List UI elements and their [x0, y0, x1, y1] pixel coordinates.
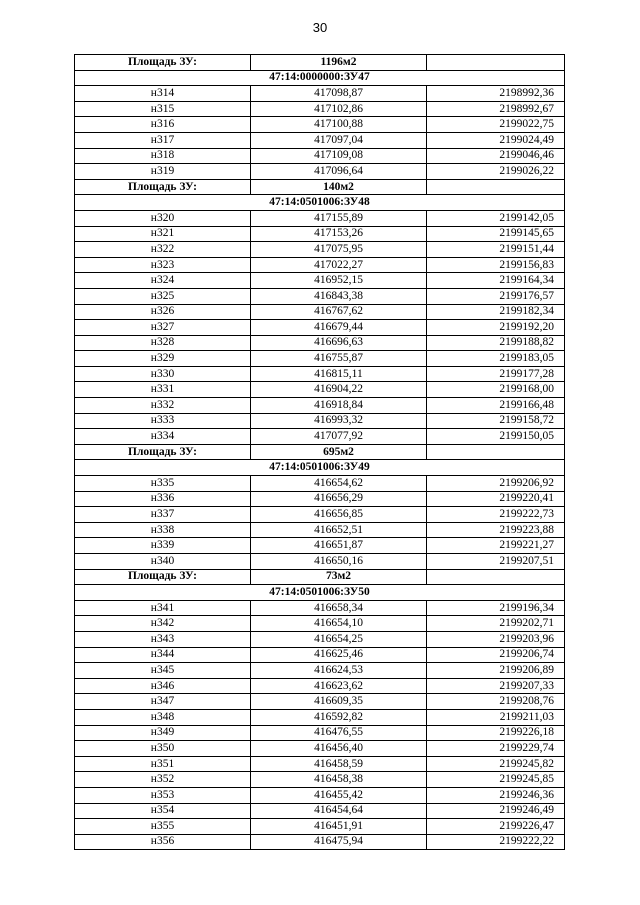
coord-y: 2199192,20: [427, 320, 565, 336]
coord-x: 416458,59: [251, 756, 427, 772]
parcel-number: 47:14:0501006:ЗУ48: [75, 195, 565, 211]
coord-x: 416451,91: [251, 819, 427, 835]
point-id: н318: [75, 148, 251, 164]
coord-x: 417098,87: [251, 86, 427, 102]
coord-y: 2199150,05: [427, 429, 565, 445]
table-row: [75, 507, 565, 523]
coord-x: 416476,55: [251, 725, 427, 741]
coord-y: 2199245,85: [427, 772, 565, 788]
coord-x: 417153,26: [251, 226, 427, 242]
point-id: н356: [75, 834, 251, 850]
table-row: [75, 819, 565, 835]
point-id: н316: [75, 117, 251, 133]
coord-x: 416592,82: [251, 709, 427, 725]
coord-y: 2199229,74: [427, 741, 565, 757]
coord-x: 416658,34: [251, 600, 427, 616]
coord-y: 2199168,00: [427, 382, 565, 398]
point-id: н329: [75, 351, 251, 367]
coord-y: 2199145,65: [427, 226, 565, 242]
coord-x: 417100,88: [251, 117, 427, 133]
coord-x: 416475,94: [251, 834, 427, 850]
coord-y: 2199176,57: [427, 288, 565, 304]
table-row: [75, 741, 565, 757]
table-row: [75, 101, 565, 117]
table-row: [75, 476, 565, 492]
table-row: [75, 616, 565, 632]
coord-y: 2199211,03: [427, 709, 565, 725]
coord-y: 2199156,83: [427, 257, 565, 273]
coord-x: 416651,87: [251, 538, 427, 554]
coord-y: 2199164,34: [427, 273, 565, 289]
table-row: [75, 273, 565, 289]
table-row: [75, 663, 565, 679]
table-row: [75, 803, 565, 819]
parcel-header-row: [75, 195, 565, 211]
point-id: н331: [75, 382, 251, 398]
point-id: н340: [75, 554, 251, 570]
area-label: Площадь ЗУ:: [75, 179, 251, 195]
point-id: н355: [75, 819, 251, 835]
page-number: 30: [312, 20, 328, 35]
table-row: [75, 288, 565, 304]
parcel-header-row: [75, 70, 565, 86]
point-id: н325: [75, 288, 251, 304]
area-row: [75, 179, 565, 195]
point-id: н336: [75, 491, 251, 507]
point-id: н317: [75, 132, 251, 148]
table-row: [75, 554, 565, 570]
coord-y: 2199177,28: [427, 366, 565, 382]
coord-y: 2199207,51: [427, 554, 565, 570]
point-id: н353: [75, 787, 251, 803]
coord-x: 416843,38: [251, 288, 427, 304]
point-id: н335: [75, 476, 251, 492]
table-row: [75, 600, 565, 616]
coord-x: 416952,15: [251, 273, 427, 289]
point-id: н348: [75, 709, 251, 725]
table-row: [75, 86, 565, 102]
point-id: н321: [75, 226, 251, 242]
point-id: н314: [75, 86, 251, 102]
area-value: 1196м2: [251, 55, 427, 71]
parcel-header-row: [75, 585, 565, 601]
coord-y: 2199024,49: [427, 132, 565, 148]
table-row: [75, 257, 565, 273]
coord-x: 416654,25: [251, 631, 427, 647]
table-row: [75, 522, 565, 538]
coord-y: 2199026,22: [427, 164, 565, 180]
coord-x: 417155,89: [251, 210, 427, 226]
table-row: [75, 694, 565, 710]
point-id: н339: [75, 538, 251, 554]
point-id: н330: [75, 366, 251, 382]
coord-x: 417022,27: [251, 257, 427, 273]
table-row: [75, 351, 565, 367]
point-id: н324: [75, 273, 251, 289]
table-row: [75, 148, 565, 164]
area-row: [75, 55, 565, 71]
coord-x: 416650,16: [251, 554, 427, 570]
coord-x: 416696,63: [251, 335, 427, 351]
coord-y: 2199222,22: [427, 834, 565, 850]
point-id: н349: [75, 725, 251, 741]
parcel-number: 47:14:0501006:ЗУ49: [75, 460, 565, 476]
coord-y: 2198992,36: [427, 86, 565, 102]
table-row: [75, 429, 565, 445]
area-label: Площадь ЗУ:: [75, 444, 251, 460]
point-id: н352: [75, 772, 251, 788]
coord-y: 2199220,41: [427, 491, 565, 507]
empty-cell: [427, 179, 565, 195]
parcel-header-row: [75, 460, 565, 476]
point-id: н354: [75, 803, 251, 819]
coord-y: 2199226,18: [427, 725, 565, 741]
table-row: [75, 725, 565, 741]
coord-x: 416656,85: [251, 507, 427, 523]
table-row: [75, 756, 565, 772]
area-label: Площадь ЗУ:: [75, 569, 251, 585]
table-row: [75, 538, 565, 554]
coord-y: 2199183,05: [427, 351, 565, 367]
table-row: [75, 117, 565, 133]
coord-y: 2199046,46: [427, 148, 565, 164]
point-id: н341: [75, 600, 251, 616]
table-row: [75, 226, 565, 242]
point-id: н332: [75, 398, 251, 414]
coord-x: 416458,38: [251, 772, 427, 788]
empty-cell: [427, 444, 565, 460]
point-id: н319: [75, 164, 251, 180]
point-id: н323: [75, 257, 251, 273]
coord-x: 416904,22: [251, 382, 427, 398]
table-row: [75, 398, 565, 414]
table-row: [75, 631, 565, 647]
coord-x: 416623,62: [251, 678, 427, 694]
coordinates-table-body: [75, 55, 565, 850]
coord-y: 2199196,34: [427, 600, 565, 616]
point-id: н351: [75, 756, 251, 772]
coord-y: 2199166,48: [427, 398, 565, 414]
area-row: [75, 569, 565, 585]
coord-y: 2199158,72: [427, 413, 565, 429]
table-row: [75, 242, 565, 258]
coord-y: 2199208,76: [427, 694, 565, 710]
coord-x: 416456,40: [251, 741, 427, 757]
point-id: н326: [75, 304, 251, 320]
coord-y: 2199246,36: [427, 787, 565, 803]
table-row: [75, 366, 565, 382]
coord-y: 2199188,82: [427, 335, 565, 351]
point-id: н328: [75, 335, 251, 351]
coord-y: 2199202,71: [427, 616, 565, 632]
coord-y: 2199221,27: [427, 538, 565, 554]
coord-x: 417109,08: [251, 148, 427, 164]
coord-y: 2199203,96: [427, 631, 565, 647]
coord-y: 2199182,34: [427, 304, 565, 320]
coord-x: 417102,86: [251, 101, 427, 117]
coord-y: 2199151,44: [427, 242, 565, 258]
coord-y: 2199222,73: [427, 507, 565, 523]
table-row: [75, 413, 565, 429]
point-id: н347: [75, 694, 251, 710]
parcel-number: 47:14:0501006:ЗУ50: [75, 585, 565, 601]
table-row: [75, 834, 565, 850]
parcel-number: 47:14:0000000:ЗУ47: [75, 70, 565, 86]
table-row: [75, 210, 565, 226]
table-row: [75, 772, 565, 788]
coord-y: 2199142,05: [427, 210, 565, 226]
empty-cell: [427, 569, 565, 585]
coord-x: 416624,53: [251, 663, 427, 679]
point-id: н315: [75, 101, 251, 117]
coord-x: 416654,62: [251, 476, 427, 492]
coord-y: 2199223,88: [427, 522, 565, 538]
point-id: н350: [75, 741, 251, 757]
coord-x: 417075,95: [251, 242, 427, 258]
coord-y: 2199206,89: [427, 663, 565, 679]
area-row: [75, 444, 565, 460]
coordinates-table: [74, 54, 565, 850]
coord-x: 416993,32: [251, 413, 427, 429]
table-row: [75, 787, 565, 803]
table-row: [75, 164, 565, 180]
table-row: [75, 647, 565, 663]
coord-x: 416609,35: [251, 694, 427, 710]
coord-x: 416767,62: [251, 304, 427, 320]
coord-x: 416454,64: [251, 803, 427, 819]
point-id: н342: [75, 616, 251, 632]
point-id: н320: [75, 210, 251, 226]
coord-y: 2199022,75: [427, 117, 565, 133]
area-value: 695м2: [251, 444, 427, 460]
table-row: [75, 491, 565, 507]
coord-y: 2199206,92: [427, 476, 565, 492]
table-row: [75, 678, 565, 694]
point-id: н327: [75, 320, 251, 336]
coord-x: 417097,04: [251, 132, 427, 148]
point-id: н333: [75, 413, 251, 429]
point-id: н337: [75, 507, 251, 523]
area-value: 73м2: [251, 569, 427, 585]
table-row: [75, 304, 565, 320]
coord-x: 416815,11: [251, 366, 427, 382]
table-row: [75, 382, 565, 398]
coord-x: 416654,10: [251, 616, 427, 632]
point-id: н346: [75, 678, 251, 694]
coord-x: 416918,84: [251, 398, 427, 414]
coord-x: 416679,44: [251, 320, 427, 336]
point-id: н322: [75, 242, 251, 258]
point-id: н334: [75, 429, 251, 445]
table-row: [75, 709, 565, 725]
point-id: н338: [75, 522, 251, 538]
coord-y: 2199206,74: [427, 647, 565, 663]
table-row: [75, 335, 565, 351]
point-id: н344: [75, 647, 251, 663]
coord-y: 2199226,47: [427, 819, 565, 835]
coord-x: 417096,64: [251, 164, 427, 180]
coord-x: 416455,42: [251, 787, 427, 803]
empty-cell: [427, 55, 565, 71]
table-row: [75, 132, 565, 148]
table-row: [75, 320, 565, 336]
point-id: н343: [75, 631, 251, 647]
coord-y: 2199207,33: [427, 678, 565, 694]
coord-x: 416625,46: [251, 647, 427, 663]
coord-x: 416652,51: [251, 522, 427, 538]
area-label: Площадь ЗУ:: [75, 55, 251, 71]
coord-x: 416656,29: [251, 491, 427, 507]
coord-x: 417077,92: [251, 429, 427, 445]
coord-x: 416755,87: [251, 351, 427, 367]
point-id: н345: [75, 663, 251, 679]
coord-y: 2199245,82: [427, 756, 565, 772]
coord-y: 2198992,67: [427, 101, 565, 117]
area-value: 140м2: [251, 179, 427, 195]
coord-y: 2199246,49: [427, 803, 565, 819]
